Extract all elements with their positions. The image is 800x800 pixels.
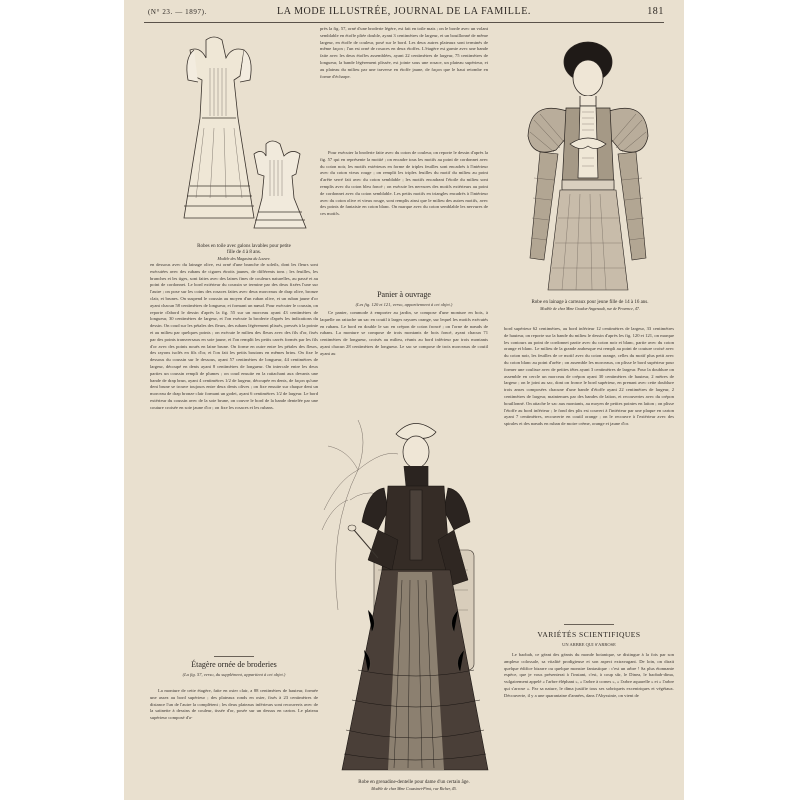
journal-title: LA MODE ILLUSTRÉE, JOURNAL DE LA FAMILLE. — [276, 6, 532, 17]
journal-page — [124, 0, 684, 800]
paragraph: Le baobab, ce géant des géants du monde botanique, se distingue à la fois par son ampleur colossale, sa vitalité prodigieuse et son aspect extravagant. De loin, on dirait quelque édifice bizarre ou quelque monstre fantastique : c'est un arbre ! Sa plus étonnante espèce, que je vous présenterai à l'instant, c'est, à coup sûr, le Dinea, le baobab-dima, vulgairement appelé « l'arbre éléphant », « l'arbre à cornes », « l'arbre aquarelle » et « l'arbre qui s'arrose ». Par sa nature, le dima justifie tous ses sobriquets excentriques et végétaux. Découverte, il y a une quarantaine d'années, dans l'Abyssinie, on vient de — [504, 652, 674, 698]
seated-lady-illustration — [318, 410, 510, 778]
caption-text: Robes en toile avec galons lavables pour petite fille de 4 à 8 ans. — [197, 244, 291, 255]
seated-lady-caption — [324, 780, 504, 792]
issue-number: (N° 23. — 1897). — [148, 8, 207, 16]
paragraph: bord supérieur 62 centimètres, au bord inférieur 12 centimètres de largeur, 33 centimètres de hauteur, on reporte sur la bande du milieu le dessin d'après les fig. 120 et 121, on marque les contours au point de cordonnet partie avec du coton noir et blanc, partie avec du coton orange et blanc. Le milieu de la grande arabesque est rempli au point de couture croisé avec du coton noir, les feuilles de ce motif avec du coton orange, celles du motif plus petit avec du coton blanc au point d'arête ; on assemble les morceaux, on plisse le bord supérieur pour former une coulisse avec de petites têtes ayant 3 centimètres de largeur. Pour la doublure on assemble en cercle un morceau de crépon ayant 30 centimètres de hauteur, 2 mètres de largeur ; on le joint au sac, dont on fronce le bord supérieur, en prenant avec cette doublure trois anses composées chacune d'une bande d'étoffe ayant 22 centimètres de largeur, 2 centimètres de largeur, maintenues par des bandes de laiton, et recouvertes avec du crépon bouillonné. On attache le sac aux montants, au moyen de petites pointes en laiton ; on plisse l'étoffe au bord inférieur ; le fond des plis est couvert à l'intérieur par une plaque en carton ayant 7 centimètres, recouverte en coutil orange ; on le recouvre à l'extérieur avec des spirales et des nœuds en ruban de moire crème, orange et jaune d'or. — [504, 326, 674, 427]
etagere-text — [150, 688, 318, 798]
paragraph: La monture de cette étagère, faite en osier clair, a 88 centimètres de hauteur, formée une assez au bord supérieur ; des plateaux ronds en osier, fixés à 23 centimètres de distance l'un de l'autre la complètent ; les deux plateaux inférieurs sont recouverts avec de la satinette à dessins de couleur, tissée d'or, posée sur un dessus en carton. Le plateau supérieur composé d'a- — [150, 688, 318, 721]
right-upper-text — [504, 326, 674, 620]
young-woman-illustration — [500, 28, 676, 292]
varietes-title: VARIÉTÉS SCIENTIFIQUES — [537, 630, 641, 639]
paragraph: Pour exécuter la broderie faite avec du coton de couleur, on reporte le dessin d'après la fig. 57 qui en représente la moitié ; on encadre tous les motifs au point de cordonnet avec du coton noir, les motifs extérieurs en forme de triples feuilles sont encadrés à l'intérieur avec du coton vieux rouge ; on remplit les triples feuilles du motif du milieu au point d'arête serré fait avec du coton semblable ; les motifs encadrant l'étoile du milieu sont remplis avec du coton bleu foncé ; on exécute les nervures des motifs extérieurs au point de cordonnet avec du coton semblable. Les petits motifs en triangles encadrés à l'intérieur avec du coton olive et vieux rouge, sont remplis ainsi que le milieu des autres motifs, avec des points de fantaisie en coton blanc. On marque avec du coton semblable les nervures de ces motifs. — [320, 150, 488, 217]
young-woman-caption — [504, 300, 676, 312]
panier-subtitle: (Les fig. 120 et 121, verso, appartiennent à cet objet.) — [355, 302, 453, 307]
section-divider — [564, 624, 614, 625]
girl-dresses-caption — [194, 244, 294, 262]
varietes-subtitle: UN ARBRE QUI S'ARROSE — [562, 642, 616, 647]
caption-text: Robe en lainage à carreaux pour jeune fille de 14 à 16 ans. — [531, 300, 649, 305]
panier-title: Panier à ouvrage — [377, 290, 431, 299]
page-header — [124, 6, 684, 22]
header-rule — [144, 22, 664, 23]
panier-text — [320, 310, 488, 402]
paragraph: près la fig. 57, orné d'une broderie légère, est fait en toile mais ; on le borde avec un volant semblable en étoffe pliée double, ayant 3 centimètres de largeur, et un bouillonné de même largeur, en étoffe de couleur, posé sur le bord. Les deux autres plateaux sont terminés de même façon ; l'un est orné de rosaces en deux étoffes. L'étagère est garnie avec une bande faite avec les deux étoffes assemblées, ayant 22 centimètres de largeur, 75 centimètres de longueur, la bande légèrement plissée, est jointe sous une rosace, un plateau supérieur, et au plateau du milieu par une traverse en étoffe jaune, de façon que le haut retombe en forme d'écharpe. — [320, 26, 488, 79]
etagere-title: Étagère ornée de broderies — [191, 660, 277, 669]
caption-text: Robe en grenadine-dentelle pour dame d'un certain âge. — [358, 780, 470, 785]
top-middle-text — [320, 26, 488, 150]
paragraph: Ce panier, commode à emporter au jardin, se compose d'une monture en bois, à laquelle on rattache un sac en coutil à larges rayures orange, sur lequel les motifs exécutés en rubans. Le bord en double le sac en crépon de coton froncé ; on l'orne de nœuds de rubans. La monture se compose de trois montants de bois foncé, ayant chacun 71 centimètres de longueur, croisés au milieu, réunis au bord inférieur par trois montants ayant chacun 28 centimètres de longueur. Le sac se compose de trois morceaux de coutil ayant au — [320, 310, 488, 356]
left-column-text — [150, 262, 318, 650]
mid-middle-text — [320, 150, 488, 290]
caption-credit: Modèle de chez Mme Coussinet-Pirot, rue Richer, 45. — [371, 786, 457, 791]
section-divider — [214, 656, 254, 657]
etagere-subtitle: (La fig. 57, verso, du supplément, appartient à cet objet.) — [182, 672, 286, 677]
girl-dresses-illustration — [154, 28, 319, 238]
page-number: 181 — [647, 6, 664, 17]
varietes-text — [504, 652, 674, 798]
caption-credit: Modèle de chez Mme Gradoz-Angenault, rue de Provence, 47. — [540, 306, 640, 311]
paragraph: en dessous avec du lainage olive, est orné d'une branche de soleils, dont les fleurs sont exécutées avec des rubans de cigares étroits jaunes, de différents tons ; les feuilles, les branches et les tiges, sont faites avec des laines fines de couleurs naturelles, au passé et au point de cordonnet. Le bord extérieur du coussin se termine par des deux fixées l'une sur l'autre ; on pose sur les coins des rosaces faites avec deux morceaux de drap olive, bronze clair, et brunes. On suspend le coussin au moyen d'un ruban olive, et un ruban jaune d'or ayant chacun 58 centimètres de longueur, et formant un nœud. Pour exécuter le coussin, on reporte d'abord le dessin d'après la fig. 55 sur un morceau ayant 43 centimètres de longueur, 30 centimètres de largeur, et l'on exécute la broderie d'après les indications du dessin. On coud sur les pétales des fleurs, des rubans légèrement plissés, pressés à la pointe et au milieu par quelques points ; on exécute le milieu des fleurs avec des fils d'or, fixés par des points transversaux en soie jaune, et l'on remplit les petits carrés formés par les fils d'or avec des points noués en laine brune. On forme en outre entre les pétales des fleurs, des rayons isolés en fils d'or, et l'on fait les petits boutons en mêmes brins. On fixe le dessous du coussin sur le dessous, ayant 57 centimètres de longueur, 44 centimètres de largeur, découpé en dents ayant 8 centimètres de longueur. On intercale entre les deux parties un coussin rempli de plumes ; on coud ensuite en la rattachant aux devants une bande de drap brun, ayant 4 centimètres 1/2 de largeur, découpée en dents, de façon qu'une dent brune se trouve toujours entre deux dents olives ; on fixe ensuite sur chaque dent un morceau de drap bronze clair formant un godet, ayant 6 centimètres 1/2 de largeur. Le bord extérieur du coussin avec de la soie brune, on couvre le bord de la bande dentelée par une couture croisée en soie jaune d'or ; on fixe les rosaces et les rubans. — [150, 262, 318, 410]
caption-credit: Modèle des Magasins du Louvre. — [217, 256, 271, 261]
